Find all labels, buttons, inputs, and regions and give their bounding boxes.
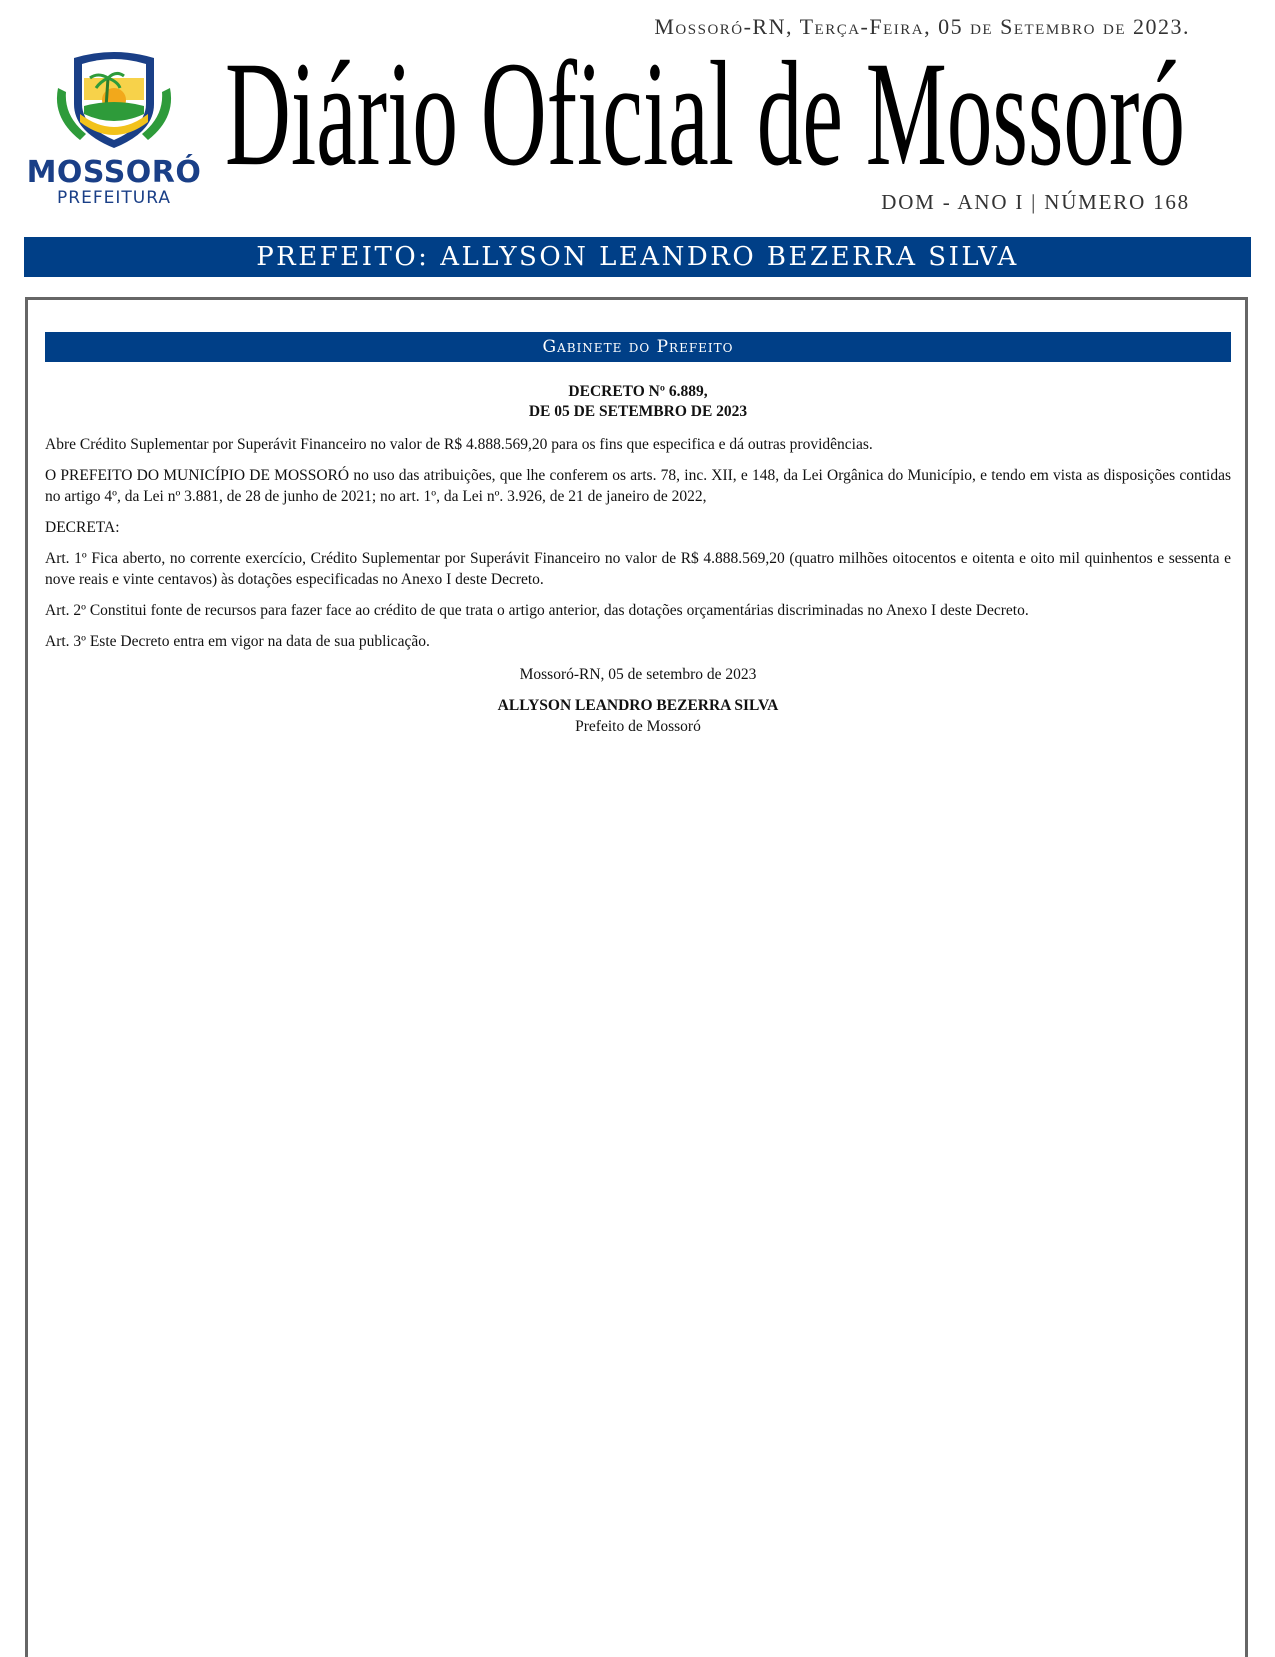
decree-place-date: Mossoró-RN, 05 de setembro de 2023: [519, 666, 757, 683]
mayor-banner: PREFEITO: ALLYSON LEANDRO BEZERRA SILVA: [24, 237, 1251, 277]
decree-title-line1: DECRETO Nº 6.889,: [568, 383, 708, 400]
decree-preamble: O PREFEITO DO MUNICÍPIO DE MOSSORÓ no uso das atribuições, que lhe conferem os arts. 78, inc. XII, e 148, da Lei Orgânica do Município, e tendo em vista as disposições contidas no artigo 4º, da Lei nº 3.881, de 28 de junho de 2021; no art. 1º, da Lei nº. 3.926, de 21 de janeiro de 2022,: [45, 467, 1231, 505]
decree-document: [45, 382, 1231, 737]
content-frame: [25, 297, 1248, 1657]
section-header: Gabinete do Prefeito: [45, 332, 1231, 362]
masthead: [225, 26, 1190, 186]
dateline: Mossoró-RN, Terça-Feira, 05 de Setembro de 2023.: [654, 14, 1190, 39]
edition-number: DOM - ANO I | NÚMERO 168: [881, 190, 1190, 214]
prefeitura-logo: [24, 48, 204, 208]
decree-article-3: Art. 3º Este Decreto entra em vigor na data de sua publicação.: [45, 633, 430, 650]
masthead-title: Diário Oficial de Mossoró: [225, 31, 1185, 176]
signer-name: ALLYSON LEANDRO BEZERRA SILVA: [497, 697, 779, 714]
city-seal-icon: [50, 48, 178, 156]
decree-article-2: Art. 2º Constitui fonte de recursos para fazer face ao crédito de que trata o artigo anterior, das dotações orçamentárias discriminadas no Anexo I deste Decreto.: [45, 602, 1029, 619]
decree-summary: Abre Crédito Suplementar por Superávit Financeiro no valor de R$ 4.888.569,20 para os fins que especifica e dá outras providências.: [45, 436, 873, 453]
decree-title: [45, 382, 1231, 422]
decree-decreta: DECRETA:: [45, 519, 120, 536]
logo-subtitle: PREFEITURA: [57, 188, 171, 208]
logo-city-name: MOSSORÓ: [26, 155, 202, 190]
signer-role: Prefeito de Mossoró: [575, 718, 701, 735]
decree-article-1: Art. 1º Fica aberto, no corrente exercício, Crédito Suplementar por Superávit Financeiro no valor de R$ 4.888.569,20 (quatro milhões oitocentos e oitenta e oito mil quinhentos e sessenta e nove reais e vinte centavos) às dotações especificadas no Anexo I deste Decreto.: [45, 550, 1231, 588]
decree-title-line2: DE 05 DE SETEMBRO DE 2023: [528, 403, 748, 420]
